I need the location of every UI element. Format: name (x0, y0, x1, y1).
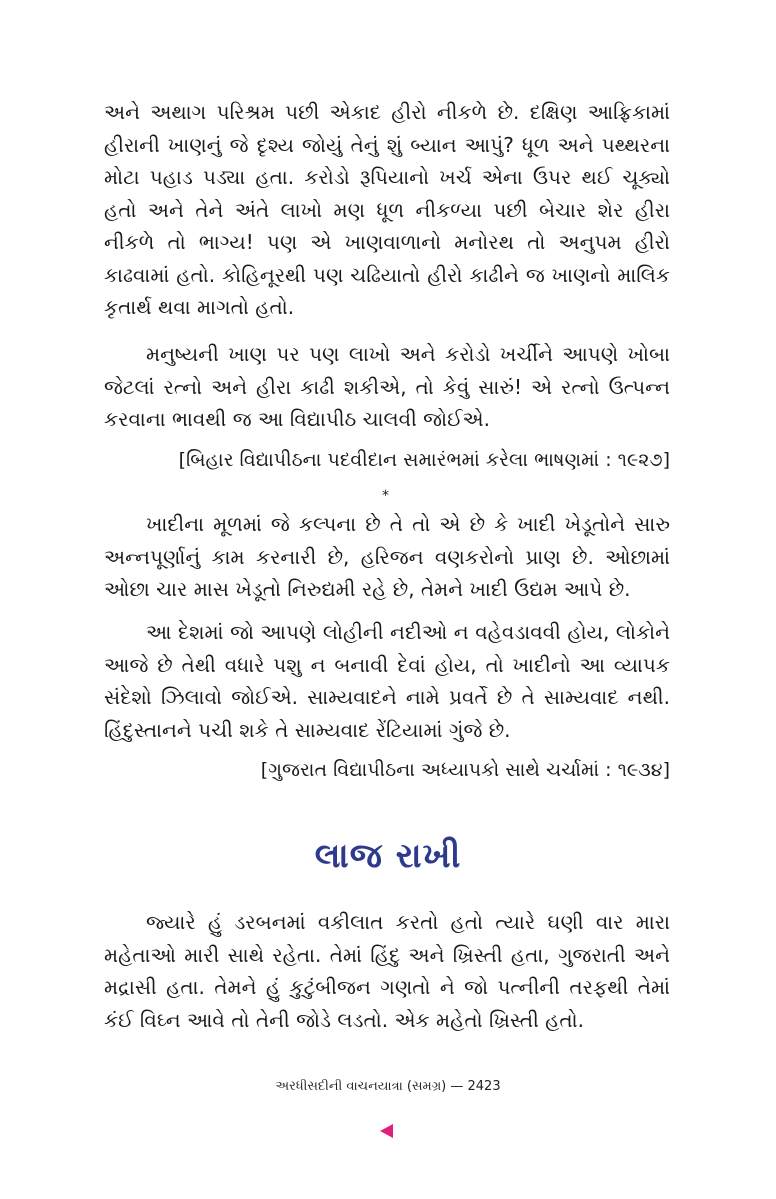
page-footer: અરધીસદીની વાચનયાત્રા (સમગ્ર) — 2423 (275, 1079, 501, 1094)
paragraph-diamond-mine: અને અથાગ પરિશ્રમ પછી એકાદ હીરો નીકળે છે. દક્ષિણ આફ્રિકામાં હીરાની ખાણનું જે દૃશ્ય જોયું તેનું શું બ્યાન આપું? ધૂળ અને પથ્થરના મોટા પહાડ પડ્યા હતા. કરોડો રૂપિયાનો ખર્ચ એના ઉપર થઈ ચૂક્યો હતો અને તેને અંતે લાખો મણ ધૂળ નીકળ્યા પછી બેચાર શેર હીરા નીકળે તો ભાગ્ય! પણ એ ખાણવાળાનો મનોરથ તો અનુપમ હીરો કાઢવામાં હતો. કોહિનૂરથી પણ ચઢિયાતો હીરો કાઢીને જ ખાણનો માલિક કૃતાર્થ થવા માગતો હતો. (104, 100, 670, 319)
previous-page-arrow-icon[interactable] (380, 1124, 393, 1138)
source-citation-bihar: [બિહાર વિદ્યાપીઠના પદવીદાન સમારંભમાં કરેલા ભાષણમાં : ૧૯૨૭] (178, 449, 670, 471)
paragraph-durban: જ્યારે હું ડરબનમાં વકીલાત કરતો હતો ત્યારે ઘણી વાર મારા મહેતાઓ મારી સાથે રહેતા. તેમાં હિંદુ અને ખ્રિસ્તી હતા, ગુજરાતી અને મદ્રાસી હતા. તેમને હું કુટુંબીજન ગણતો ને જો પત્નીની તરફથી તેમાં કંઈ વિઘ્ન આવે તો તેની જોડે લડતો. એક મહેતો ખ્રિસ્તી હતો. (104, 910, 670, 1032)
paragraph-human-mine: મનુષ્યની ખાણ પર પણ લાખો અને કરોડો ખર્ચીને આપણે ખોબા જેટલાં રત્નો અને હીરા કાઢી શકીએ, તો કેવું સારું! એ રત્નો ઉત્પન્ન કરવાના ભાવથી જ આ વિદ્યાપીઠ ચાલવી જોઈએ. (104, 342, 670, 431)
section-separator: * (382, 488, 389, 504)
chapter-title: લાજ રાખી (314, 836, 462, 876)
source-citation-gujarat: [ગુજરાત વિદ્યાપીઠના અધ્યાપકો સાથે ચર્ચામાં : ૧૯૩૪] (260, 759, 670, 781)
paragraph-khadi-concept: ખાદીના મૂળમાં જે કલ્પના છે તે તો એ છે કે ખાદી ખેડૂતોને સારુ અન્નપૂર્ણાનું કામ કરનારી છે, હરિજન વણકરોનો પ્રાણ છે. ઓછામાં ઓછા ચાર માસ ખેડૂતો નિરુદ્યમી રહે છે, તેમને ખાદી ઉદ્યમ આપે છે. (104, 512, 670, 601)
paragraph-khadi-message: આ દેશમાં જો આપણે લોહીની નદીઓ ન વહેવડાવવી હોય, લોકોને આજે છે તેથી વધારે પશુ ન બનાવી દેવાં હોય, તો ખાદીનો આ વ્યાપક સંદેશો ઝિલાવો જોઈએ. સામ્યવાદને નામે પ્રવર્તે છે તે સામ્યવાદ નથી. હિંદુસ્તાનને પચી શકે તે સામ્યવાદ રેંટિયામાં ગુંજે છે. (104, 620, 670, 742)
